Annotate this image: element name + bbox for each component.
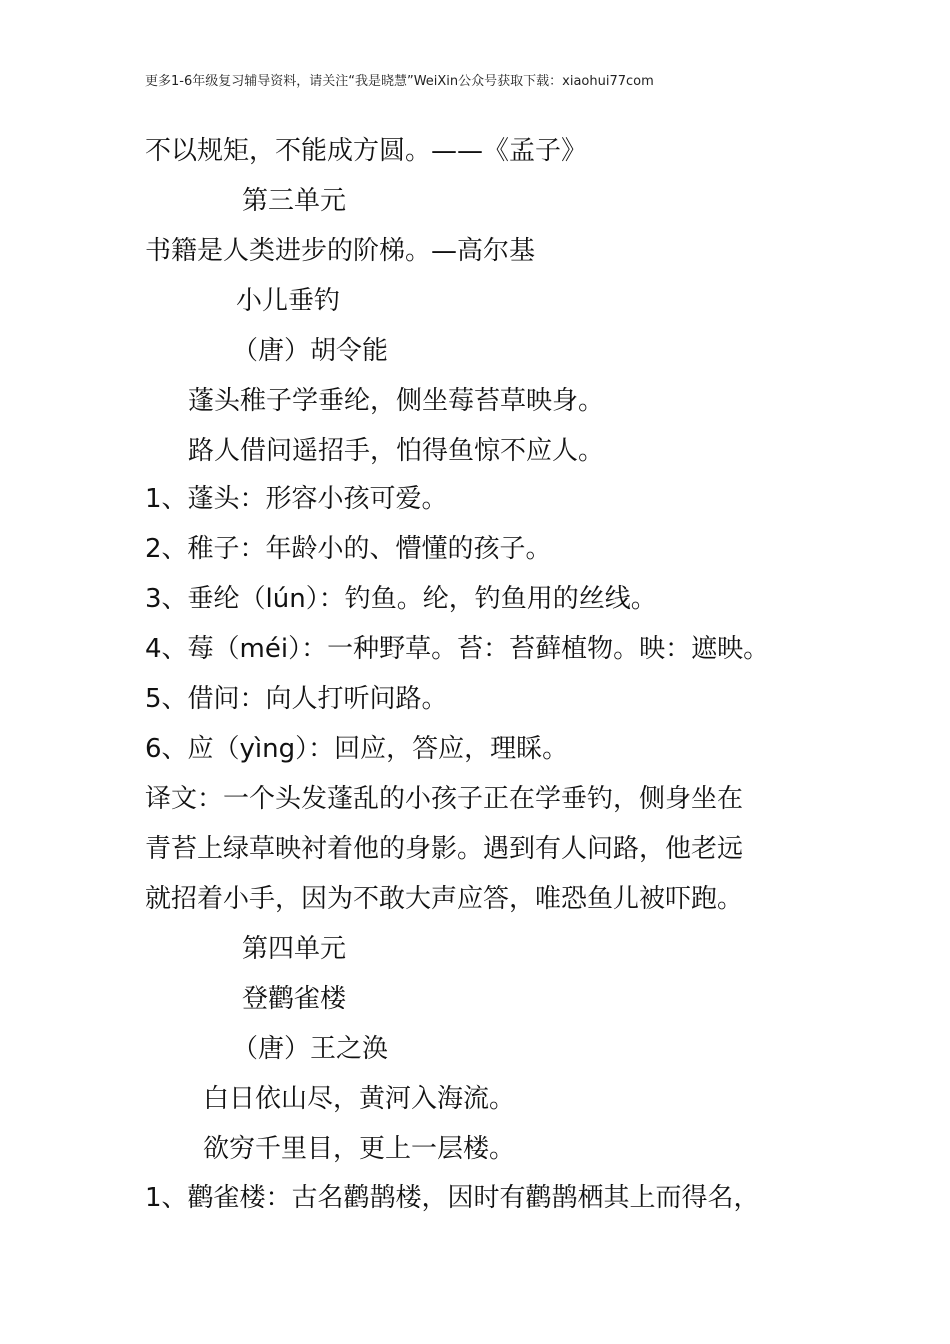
- poem-verse-2: 路人借问遥招手，怕得鱼惊不应人。: [188, 436, 605, 466]
- translation-line-2: 青苔上绿草映衬着他的身影。遇到有人问路，他老远: [145, 834, 744, 864]
- note-item-5: 5、借问：向人打听问路。: [145, 684, 448, 714]
- page-header-note: 更多1-6年级复习辅导资料，请关注“我是晓慧”WeiXin公众号获取下载：xiaohui77com: [145, 74, 654, 89]
- poem-verse-1: 蓬头稚子学垂纶，侧坐莓苔草映身。: [188, 386, 605, 416]
- note-item-4: 4、莓（méi）：一种野草。苔：苔藓植物。映：遮映。: [145, 634, 770, 664]
- unit-heading-4: 第四单元: [242, 934, 347, 964]
- quote-mencius: 不以规矩，不能成方圆。——《孟子》: [145, 136, 588, 166]
- note-item-1: 1、蓬头：形容小孩可爱。: [145, 484, 448, 514]
- translation-line-1: 译文：一个头发蓬乱的小孩子正在学垂钓，侧身坐在: [145, 784, 744, 814]
- note-item-3: 3、垂纶（lún）：钓鱼。纶，钓鱼用的丝线。: [145, 584, 657, 614]
- note-item-6: 6、应（yìng）：回应，答应，理睬。: [145, 734, 569, 764]
- poem-author-1: （唐）胡令能: [232, 336, 389, 366]
- poem-verse-4: 欲穷千里目，更上一层楼。: [203, 1134, 516, 1164]
- note-item-2: 2、稚子：年龄小的、懵懂的孩子。: [145, 534, 552, 564]
- unit-heading-3: 第三单元: [242, 186, 347, 216]
- translation-line-3: 就招着小手，因为不敢大声应答，唯恐鱼儿被吓跑。: [145, 884, 744, 914]
- note-item-7: 1、鹳雀楼：古名鹳鹊楼，因时有鹳鹊栖其上而得名，: [145, 1183, 760, 1213]
- poem-author-2: （唐）王之涣: [232, 1034, 389, 1064]
- poem-verse-3: 白日依山尽，黄河入海流。: [203, 1084, 516, 1114]
- poem-title-1: 小儿垂钓: [236, 286, 341, 316]
- quote-gorky: 书籍是人类进步的阶梯。—高尔基: [145, 236, 536, 266]
- poem-title-2: 登鹳雀楼: [242, 984, 347, 1014]
